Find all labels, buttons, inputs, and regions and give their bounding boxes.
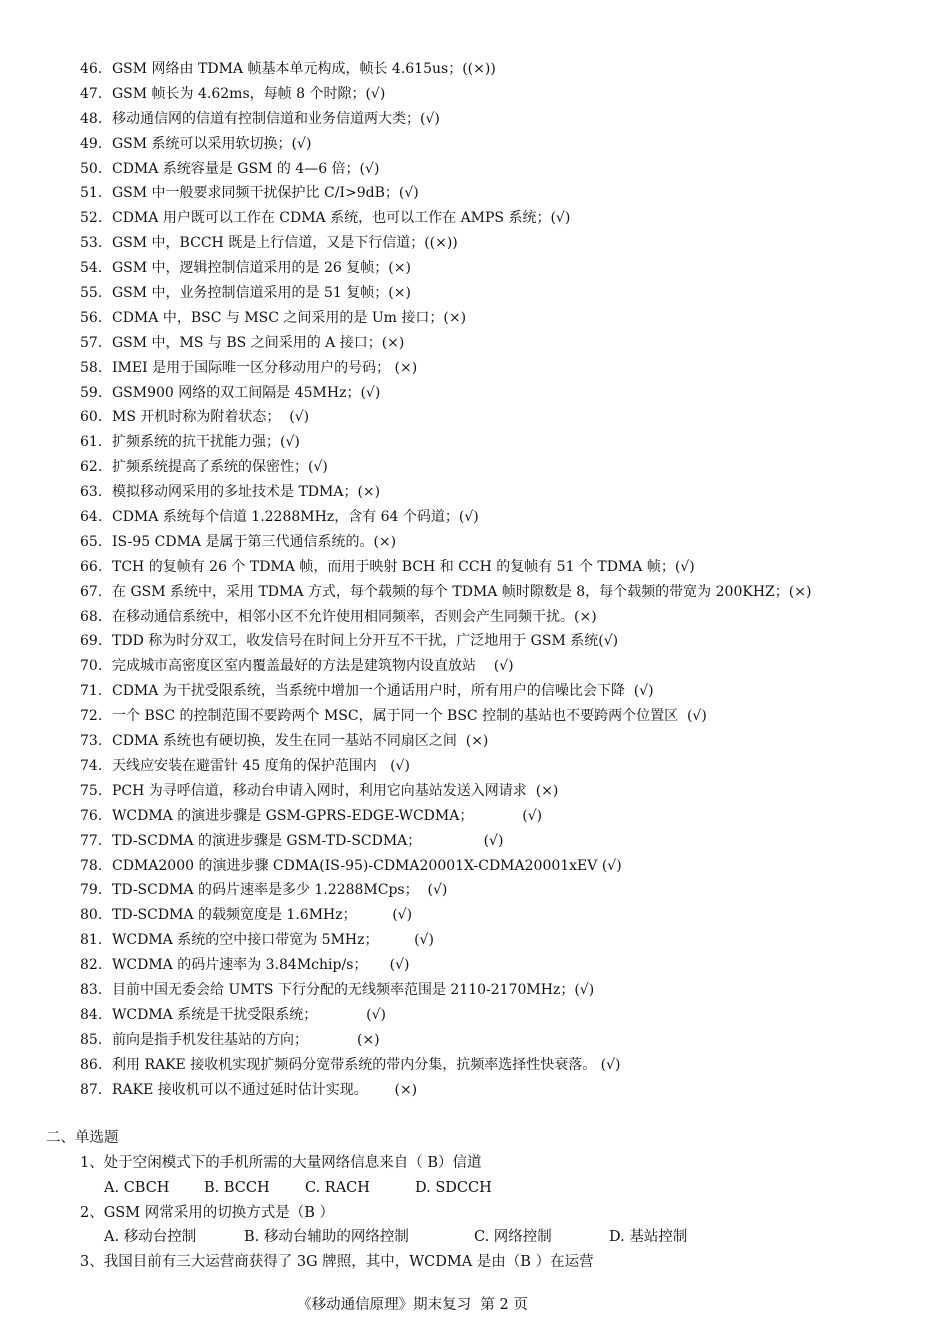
question-1-option-a: A. CBCH <box>104 1180 170 1196</box>
list-item <box>80 157 940 182</box>
list-item <box>80 1078 940 1103</box>
item-number: 47. <box>80 85 103 102</box>
item-number: 57. <box>80 334 103 351</box>
item-number: 75. <box>80 782 103 799</box>
item-number: 50. <box>80 160 103 177</box>
list-item <box>80 804 940 829</box>
item-text: GSM 中，MS 与 BS 之间采用的 A 接口；(×) <box>112 334 405 351</box>
question-1-option-d: D. SDCCH <box>415 1180 492 1196</box>
item-number: 49. <box>80 135 103 152</box>
item-number: 56. <box>80 309 103 326</box>
item-number: 53. <box>80 235 103 252</box>
item-number: 77. <box>80 832 103 849</box>
item-text: TDD 称为时分双工，收发信号在时间上分开互不干扰，广泛地用于 GSM 系统(√) <box>112 633 619 650</box>
item-number: 87. <box>80 1081 103 1098</box>
item-text: 在移动通信系统中，相邻小区不允许使用相同频率，否则会产生同频干扰。(×) <box>112 608 597 625</box>
item-text: 扩频系统的抗干扰能力强；(√) <box>112 434 300 451</box>
list-item <box>80 580 940 605</box>
list-item <box>80 854 940 879</box>
item-number: 79. <box>80 882 103 899</box>
list-item <box>80 605 940 630</box>
item-number: 59. <box>80 384 103 401</box>
item-number: 46. <box>80 61 103 77</box>
item-number: 74. <box>80 757 103 774</box>
list-item <box>80 356 940 381</box>
page-footer: 《移动通信原理》期末复习 第 2 页 <box>297 1297 528 1313</box>
item-text: GSM 中一般要求同频干扰保护比 C/I>9dB；(√) <box>112 185 419 202</box>
item-text: TD-SCDMA 的码片速率是多少 1.2288MCps； (√) <box>112 882 448 899</box>
item-text: 前向是指手机发往基站的方向； (×) <box>112 1031 380 1048</box>
item-text: CDMA 系统也有硬切换，发生在同一基站不同扇区之间 (×) <box>112 733 489 750</box>
item-text: 完成城市高密度区室内覆盖最好的方法是建筑物内设直放站 (√) <box>112 658 514 675</box>
question-2: 2、GSM 网常采用的切换方式是（B ） <box>80 1205 334 1221</box>
item-number: 82. <box>80 957 103 974</box>
item-number: 85. <box>80 1031 103 1048</box>
list-item <box>80 953 940 978</box>
list-item <box>80 505 940 530</box>
question-3: 3、我国目前有三大运营商获得了 3G 牌照，其中，WCDMA 是由（B ）在运营 <box>80 1254 594 1270</box>
item-text: GSM900 网络的双工间隔是 45MHz；(√) <box>112 384 381 401</box>
question-1-option-b: B. BCCH <box>204 1180 270 1196</box>
item-number: 51. <box>80 185 103 202</box>
item-number: 64. <box>80 509 103 526</box>
list-item <box>80 181 940 206</box>
list-item <box>80 1053 940 1078</box>
question-2-option-c: C. 网络控制 <box>474 1229 552 1245</box>
item-text: RAKE 接收机可以不通过延时估计实现。 (×) <box>112 1081 418 1098</box>
item-number: 65. <box>80 533 103 550</box>
item-number: 72. <box>80 708 103 725</box>
list-item <box>80 381 940 406</box>
list-item <box>80 82 940 107</box>
list-item <box>80 679 940 704</box>
list-item <box>80 928 940 953</box>
item-text: IS-95 CDMA 是属于第三代通信系统的。(×) <box>112 533 397 550</box>
item-text: GSM 中，业务控制信道采用的是 51 复帧；(×) <box>112 285 411 302</box>
question-2-option-a: A. 移动台控制 <box>104 1229 197 1245</box>
list-item <box>80 779 940 804</box>
item-text: 利用 RAKE 接收机实现扩频码分宽带系统的带内分集，抗频率选择性快衰落。 (√) <box>112 1056 621 1073</box>
list-item <box>80 206 940 231</box>
item-number: 69. <box>80 633 103 650</box>
item-text: IMEI 是用于国际唯一区分移动用户的号码； (×) <box>112 359 418 376</box>
list-item <box>80 1028 940 1053</box>
item-number: 58. <box>80 359 103 376</box>
item-number: 66. <box>80 558 103 575</box>
item-number: 70. <box>80 658 103 675</box>
item-number: 62. <box>80 459 103 476</box>
item-text: PCH 为寻呼信道，移动台申请入网时，利用它向基站发送入网请求 (×) <box>112 782 559 799</box>
item-text: WCDMA 系统的空中接口带宽为 5MHz； (√) <box>112 932 434 949</box>
list-item <box>80 405 940 430</box>
item-number: 48. <box>80 110 103 127</box>
item-number: 80. <box>80 907 103 924</box>
list-item <box>80 530 940 555</box>
true-false-list <box>80 57 940 1102</box>
item-text: 目前中国无委会给 UMTS 下行分配的无线频率范围是 2110-2170MHz；(√) <box>112 981 595 998</box>
item-text: 天线应安装在避雷针 45 度角的保护范围内 (√) <box>112 757 410 774</box>
item-text: WCDMA 的码片速率为 3.84Mchip/s； (√) <box>112 957 410 974</box>
list-item <box>80 629 940 654</box>
list-item <box>80 306 940 331</box>
section-title: 二、单选题 <box>46 1130 119 1146</box>
item-number: 83. <box>80 981 103 998</box>
item-text: WCDMA 的演进步骤是 GSM-GPRS-EDGE-WCDMA； (√) <box>112 807 543 824</box>
item-number: 52. <box>80 210 103 227</box>
list-item <box>80 455 940 480</box>
item-number: 67. <box>80 583 103 600</box>
list-item <box>80 331 940 356</box>
list-item <box>80 480 940 505</box>
item-text: 在 GSM 系统中，采用 TDMA 方式，每个载频的每个 TDMA 帧时隙数是 8，每个载频的带宽为 200KHZ；(×) <box>112 583 812 600</box>
item-text: 扩频系统提高了系统的保密性；(√) <box>112 459 328 476</box>
list-item <box>80 654 940 679</box>
question-2-options <box>104 1225 687 1249</box>
item-text: WCDMA 系统是干扰受限系统； (√) <box>112 1006 387 1023</box>
item-text: CDMA2000 的演进步骤 CDMA(IS-95)-CDMA20001X-CDMA20001xEV (√) <box>112 857 622 874</box>
item-number: 84. <box>80 1006 103 1023</box>
item-text: MS 开机时称为附着状态； (√) <box>112 409 310 426</box>
item-text: CDMA 系统每个信道 1.2288MHz，含有 64 个码道；(√) <box>112 509 479 526</box>
list-item <box>80 729 940 754</box>
item-text: GSM 中，逻辑控制信道采用的是 26 复帧；(×) <box>112 260 411 277</box>
list-item <box>80 430 940 455</box>
item-text: TCH 的复帧有 26 个 TDMA 帧，而用于映射 BCH 和 CCH 的复帧有 51 个 TDMA 帧；(√) <box>112 558 695 575</box>
question-2-option-b: B. 移动台辅助的网络控制 <box>244 1229 409 1245</box>
item-number: 63. <box>80 484 103 501</box>
item-text: GSM 网络由 TDMA 帧基本单元构成，帧长 4.615us；((×)) <box>112 61 496 77</box>
item-number: 55. <box>80 285 103 302</box>
item-text: 一个 BSC 的控制范围不要跨两个 MSC，属于同一个 BSC 控制的基站也不要跨两个位置区 (√) <box>112 708 707 725</box>
list-item <box>80 903 940 928</box>
list-item <box>80 107 940 132</box>
item-text: CDMA 为干扰受限系统，当系统中增加一个通话用户时，所有用户的信噪比会下降 (√) <box>112 683 654 700</box>
list-item <box>80 281 940 306</box>
list-item <box>80 978 940 1003</box>
item-number: 61. <box>80 434 103 451</box>
list-item <box>80 829 940 854</box>
item-number: 71. <box>80 683 103 700</box>
item-text: CDMA 系统容量是 GSM 的 4—6 倍；(√) <box>112 160 380 177</box>
question-1-options <box>104 1176 492 1200</box>
question-1: 1、处于空闲模式下的手机所需的大量网络信息来自（ B）信道 <box>80 1155 482 1171</box>
item-number: 60. <box>80 409 103 426</box>
list-item <box>80 231 940 256</box>
question-1-option-c: C. RACH <box>305 1180 370 1196</box>
item-number: 54. <box>80 260 103 277</box>
item-text: GSM 帧长为 4.62ms，每帧 8 个时隙；(√) <box>112 85 386 102</box>
list-item <box>80 704 940 729</box>
list-item <box>80 555 940 580</box>
list-item <box>80 754 940 779</box>
item-text: 移动通信网的信道有控制信道和业务信道两大类；(√) <box>112 110 440 127</box>
item-number: 86. <box>80 1056 103 1073</box>
item-text: CDMA 用户既可以工作在 CDMA 系统，也可以工作在 AMPS 系统；(√) <box>112 210 571 227</box>
item-number: 81. <box>80 932 103 949</box>
list-item <box>80 1003 940 1028</box>
item-text: CDMA 中，BSC 与 MSC 之间采用的是 Um 接口；(×) <box>112 309 467 326</box>
list-item <box>80 256 940 281</box>
item-text: GSM 系统可以采用软切换；(√) <box>112 135 312 152</box>
item-number: 68. <box>80 608 103 625</box>
list-item <box>80 878 940 903</box>
item-number: 76. <box>80 807 103 824</box>
item-text: GSM 中，BCCH 既是上行信道，又是下行信道；((×)) <box>112 235 458 252</box>
item-text: TD-SCDMA 的演进步骤是 GSM-TD-SCDMA； (√) <box>112 832 504 849</box>
item-number: 73. <box>80 733 103 750</box>
item-number: 78. <box>80 857 103 874</box>
list-item <box>80 132 940 157</box>
item-text: 模拟移动网采用的多址技术是 TDMA；(×) <box>112 484 381 501</box>
question-2-option-d: D. 基站控制 <box>609 1229 688 1245</box>
item-text: TD-SCDMA 的载频宽度是 1.6MHz； (√) <box>112 907 413 924</box>
list-item <box>80 57 940 82</box>
